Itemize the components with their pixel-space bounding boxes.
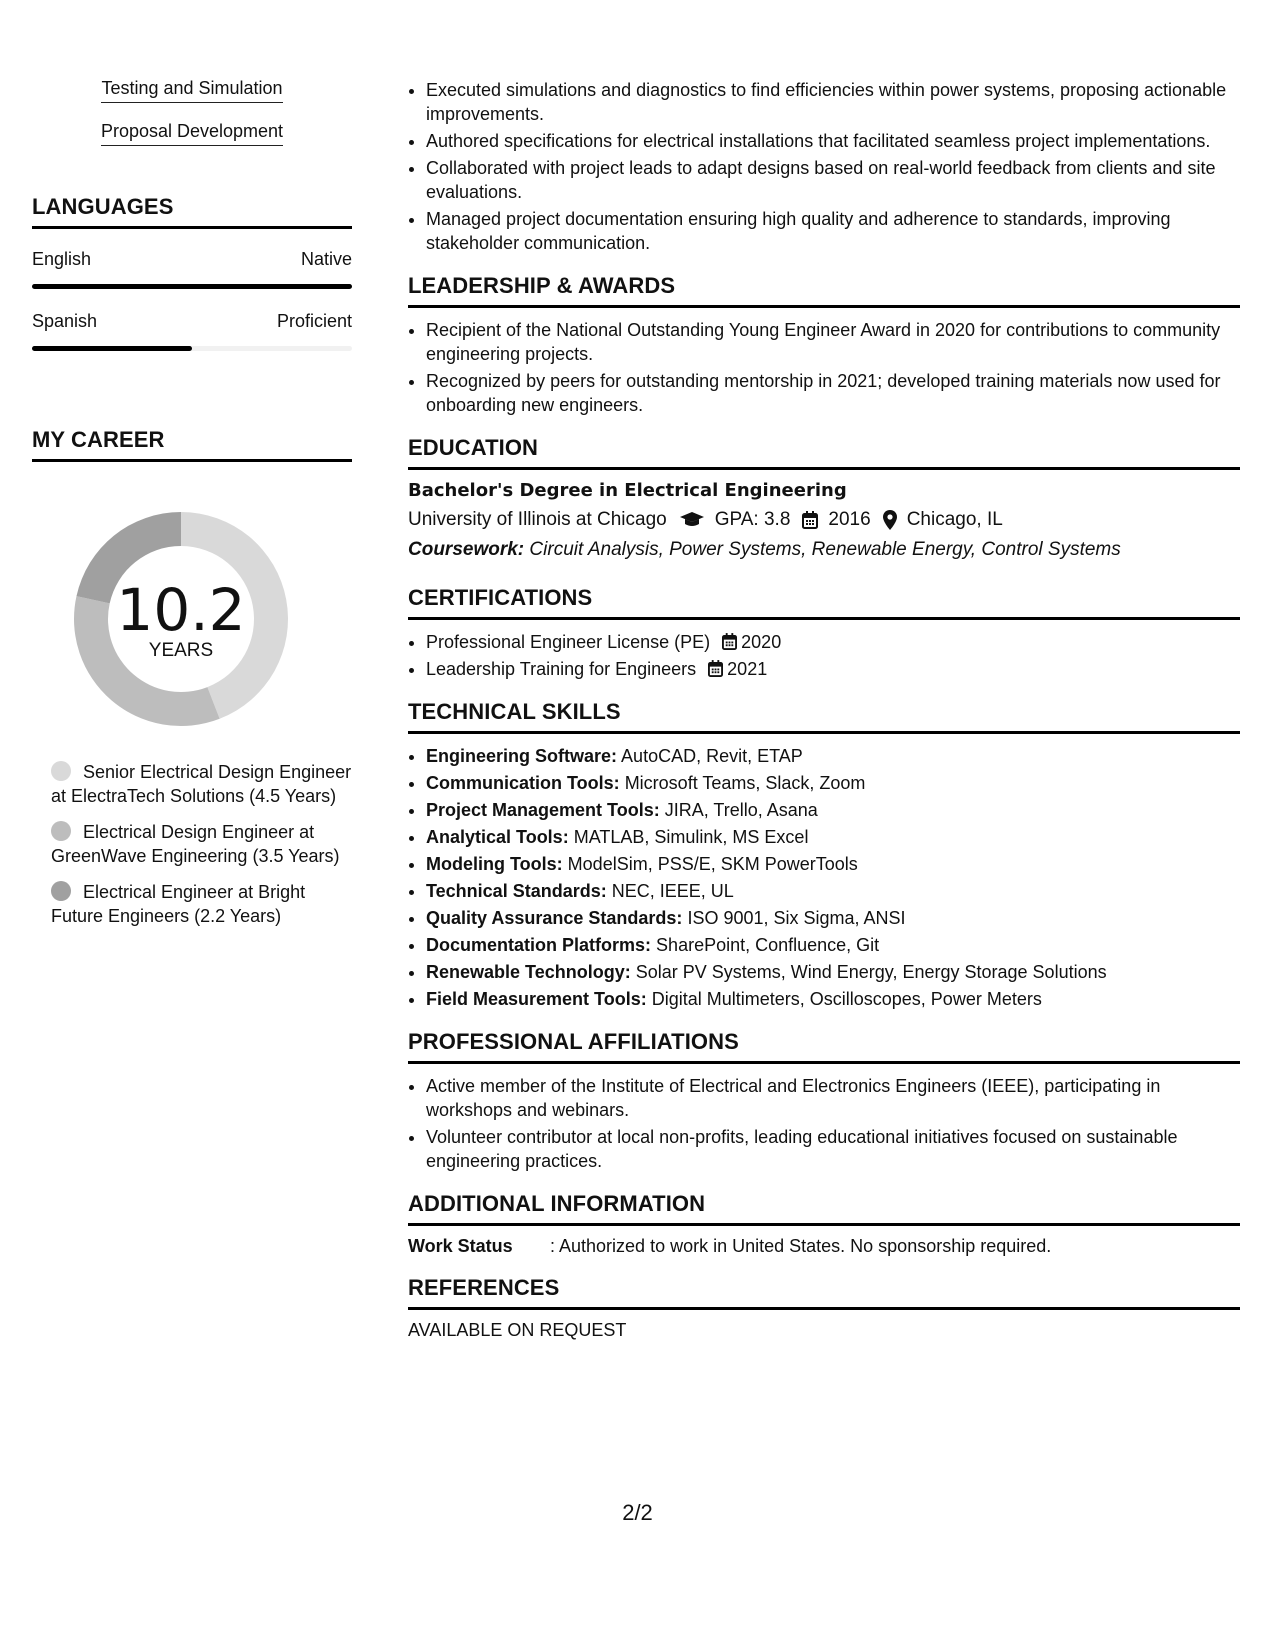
- career-item: [51, 880, 352, 928]
- career-dot: [51, 761, 71, 781]
- leadership-item: • Recipient of the National Outstanding Young Engineer Award in 2020 for contributions to community engineering projects.: [426, 318, 1240, 366]
- technical-skill-values: NEC, IEEE, UL: [611, 881, 734, 901]
- certification-item: [426, 630, 1240, 654]
- coursework-list: Circuit Analysis, Power Systems, Renewable Energy, Control Systems: [529, 539, 1121, 560]
- work-status-value: : Authorized to work in United States. No sponsorship required.: [550, 1236, 1052, 1256]
- career-item: [51, 820, 352, 868]
- experience-bullets: [408, 78, 1240, 255]
- career-label: Electrical Engineer at Bright Future Engineers (2.2 Years): [51, 882, 306, 926]
- technical-skill-values: Solar PV Systems, Wind Energy, Energy Storage Solutions: [635, 962, 1107, 982]
- technical-skill-values: JIRA, Trello, Asana: [664, 800, 818, 820]
- technical-skill-item: [426, 906, 1240, 930]
- technical-skill-category: Renewable Technology:: [426, 962, 631, 982]
- experience-bullet: • Collaborated with project leads to adapt designs based on real-world feedback from clients and site evaluations.: [426, 156, 1240, 204]
- technical-skill-item: [426, 960, 1240, 984]
- technical-skill-category: Documentation Platforms:: [426, 935, 652, 955]
- languages-title: LANGUAGES: [32, 194, 352, 229]
- gpa: GPA: 3.8: [714, 509, 791, 530]
- experience-bullet: • Authored specifications for electrical installations that facilitated seamless project implementations.: [426, 129, 1240, 153]
- affiliation-item: • Active member of the Institute of Electrical and Electronics Engineers (IEEE), participating in workshops and webinars.: [426, 1074, 1240, 1122]
- skill-label: Proposal Development: [101, 121, 283, 146]
- technical-skill-values: Digital Multimeters, Oscilloscopes, Power Meters: [651, 989, 1042, 1009]
- technical-skill-category: Communication Tools:: [426, 773, 620, 793]
- technical-skill-values: ModelSim, PSS/E, SKM PowerTools: [567, 854, 858, 874]
- additional-info-section: [408, 1191, 1240, 1257]
- career-list: [32, 760, 352, 928]
- leadership-section: [408, 273, 1240, 417]
- technical-skill-category: Modeling Tools:: [426, 854, 563, 874]
- language-level: Native: [300, 249, 352, 269]
- affiliation-item: • Volunteer contributor at local non-profits, leading educational initiatives focused on sustainable engineering practices.: [426, 1125, 1240, 1173]
- technical-skill-item: [426, 744, 1240, 768]
- technical-skill-category: Field Measurement Tools:: [426, 989, 647, 1009]
- technical-skill-item: [426, 798, 1240, 822]
- education-title: EDUCATION: [408, 435, 1240, 470]
- technical-skill-values: AutoCAD, Revit, ETAP: [621, 746, 803, 766]
- coursework: [408, 539, 1240, 561]
- technical-skill-item: [426, 987, 1240, 1011]
- technical-skill-category: Technical Standards:: [426, 881, 607, 901]
- right-column: [408, 78, 1240, 1341]
- career-label: Electrical Design Engineer at GreenWave Engineering (3.5 Years): [51, 822, 340, 866]
- school-name: University of Illinois at Chicago: [408, 509, 667, 530]
- technical-skill-item: [426, 879, 1240, 903]
- language-english: [32, 249, 352, 289]
- technical-skill-item: [426, 825, 1240, 849]
- technical-skill-category: Quality Assurance Standards:: [426, 908, 683, 928]
- additional-info-title: ADDITIONAL INFORMATION: [408, 1191, 1240, 1226]
- language-bar: [32, 284, 352, 289]
- language-level: Proficient: [276, 311, 352, 331]
- references-section: [408, 1275, 1240, 1341]
- technical-skill-item: [426, 852, 1240, 876]
- certification-year: 2021: [727, 659, 768, 679]
- career-total: 10.2: [116, 576, 246, 644]
- affiliations-section: [408, 1029, 1240, 1173]
- experience-bullet: • Managed project documentation ensuring high quality and adherence to standards, improving stakeholder communication.: [426, 207, 1240, 255]
- career-donut: [66, 504, 296, 734]
- work-status-label: Work Status: [408, 1236, 513, 1256]
- technical-skills-title: TECHNICAL SKILLS: [408, 699, 1240, 734]
- certification-year: 2020: [741, 632, 782, 652]
- language-name: Spanish: [32, 311, 98, 331]
- graduation-year: 2016: [828, 509, 871, 530]
- technical-skill-category: Engineering Software:: [426, 746, 618, 766]
- skill-label: Testing and Simulation: [101, 78, 282, 103]
- technical-skills-section: [408, 699, 1240, 1011]
- skill-item: [32, 78, 352, 103]
- technical-skill-item: [426, 771, 1240, 795]
- language-bar: [32, 346, 352, 351]
- calendar-icon: [802, 511, 818, 529]
- technical-skill-values: SharePoint, Confluence, Git: [656, 935, 880, 955]
- left-column: [32, 78, 352, 940]
- career-dot: [51, 821, 71, 841]
- location-pin-icon: [883, 510, 897, 530]
- experience-bullet: • Executed simulations and diagnostics to find efficiencies within power systems, proposing actionable improvements.: [426, 78, 1240, 126]
- school-location: Chicago, IL: [906, 509, 1003, 530]
- technical-skill-values: Microsoft Teams, Slack, Zoom: [624, 773, 866, 793]
- language-name: English: [32, 249, 92, 269]
- certification-name: Professional Engineer License (PE): [426, 632, 711, 652]
- career-item: [51, 760, 352, 808]
- page-number: 2/2: [622, 1500, 653, 1525]
- career-title: MY CAREER: [32, 427, 352, 462]
- education-details: [408, 509, 1240, 531]
- career-dot: [51, 881, 71, 901]
- career-unit: YEARS: [148, 640, 214, 661]
- technical-skill-item: [426, 933, 1240, 957]
- references-title: REFERENCES: [408, 1275, 1240, 1310]
- technical-skill-values: MATLAB, Simulink, MS Excel: [573, 827, 809, 847]
- language-bar-fill: [32, 284, 352, 289]
- graduation-cap-icon: [679, 511, 705, 529]
- leadership-title: LEADERSHIP & AWARDS: [408, 273, 1240, 308]
- certifications-section: [408, 585, 1240, 681]
- education-section: [408, 435, 1240, 561]
- language-spanish: [32, 311, 352, 351]
- certification-name: Leadership Training for Engineers: [426, 659, 697, 679]
- certifications-title: CERTIFICATIONS: [408, 585, 1240, 620]
- affiliations-title: PROFESSIONAL AFFILIATIONS: [408, 1029, 1240, 1064]
- work-status-row: [408, 1236, 1240, 1257]
- coursework-label: Coursework:: [408, 539, 525, 560]
- skill-item: [32, 121, 352, 146]
- references-text: AVAILABLE ON REQUEST: [408, 1320, 627, 1340]
- degree: Bachelor's Degree in Electrical Engineering: [408, 480, 847, 501]
- technical-skill-category: Project Management Tools:: [426, 800, 660, 820]
- technical-skill-values: ISO 9001, Six Sigma, ANSI: [687, 908, 906, 928]
- career-label: Senior Electrical Design Engineer at ElectraTech Solutions (4.5 Years): [51, 762, 352, 806]
- calendar-icon: [708, 660, 723, 677]
- certification-item: [426, 657, 1240, 681]
- calendar-icon: [722, 633, 737, 650]
- leadership-item: • Recognized by peers for outstanding mentorship in 2021; developed training materials now used for onboarding new engineers.: [426, 369, 1240, 417]
- language-bar-fill: [32, 346, 192, 351]
- technical-skill-category: Analytical Tools:: [426, 827, 569, 847]
- technical-skills-list: [408, 744, 1240, 1011]
